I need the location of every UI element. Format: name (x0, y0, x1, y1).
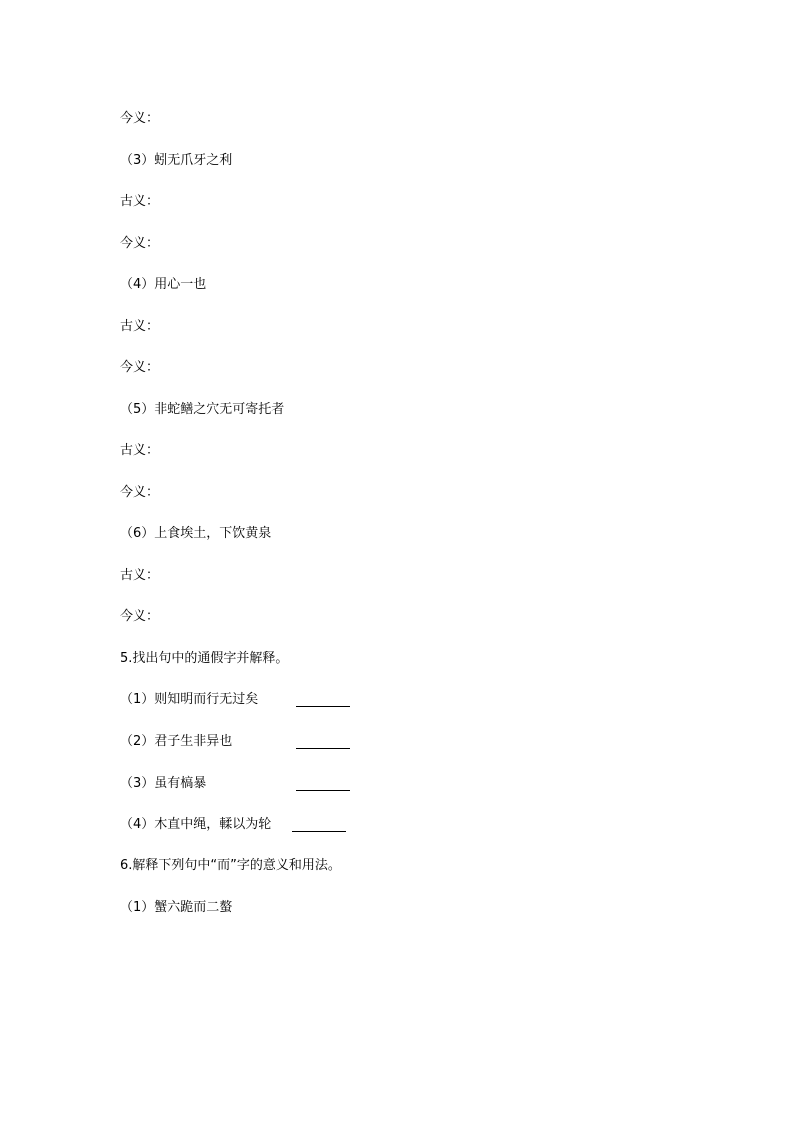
answer-label-ancient-meaning: 古义： (120, 319, 160, 334)
phonetic-loan-item-2: （2）君子生非异也 (120, 734, 233, 749)
answer-label-modern-meaning: 今义： (120, 485, 160, 500)
question-item-3: （3）蚓无爪牙之利 (120, 153, 233, 168)
answer-label-modern-meaning: 今义： (120, 609, 160, 624)
answer-blank[interactable] (296, 706, 350, 707)
section-heading-5: 5.找出句中的通假字并解释。 (120, 651, 289, 666)
answer-label-modern-meaning: 今义： (120, 360, 160, 375)
answer-blank[interactable] (296, 790, 350, 791)
er-usage-item-1: （1）蟹六跪而二螯 (120, 900, 233, 915)
phonetic-loan-item-3: （3）虽有槁暴 (120, 776, 207, 791)
phonetic-loan-item-4: （4）木直中绳，輮以为轮 (120, 817, 272, 832)
answer-label-ancient-meaning: 古义： (120, 568, 160, 583)
phonetic-loan-item-1: （1）则知明而行无过矣 (120, 692, 259, 707)
question-item-5: （5）非蛇鳝之穴无可寄托者 (120, 402, 285, 417)
answer-blank[interactable] (296, 748, 350, 749)
section-heading-6: 6.解释下列句中“而”字的意义和用法。 (120, 858, 341, 873)
question-item-4: （4）用心一也 (120, 277, 207, 292)
question-item-6: （6）上食埃土，下饮黄泉 (120, 526, 272, 541)
answer-label-modern-meaning: 今义： (120, 111, 160, 126)
answer-blank[interactable] (292, 831, 346, 832)
answer-label-ancient-meaning: 古义： (120, 194, 160, 209)
answer-label-modern-meaning: 今义： (120, 236, 160, 251)
answer-label-ancient-meaning: 古义： (120, 443, 160, 458)
